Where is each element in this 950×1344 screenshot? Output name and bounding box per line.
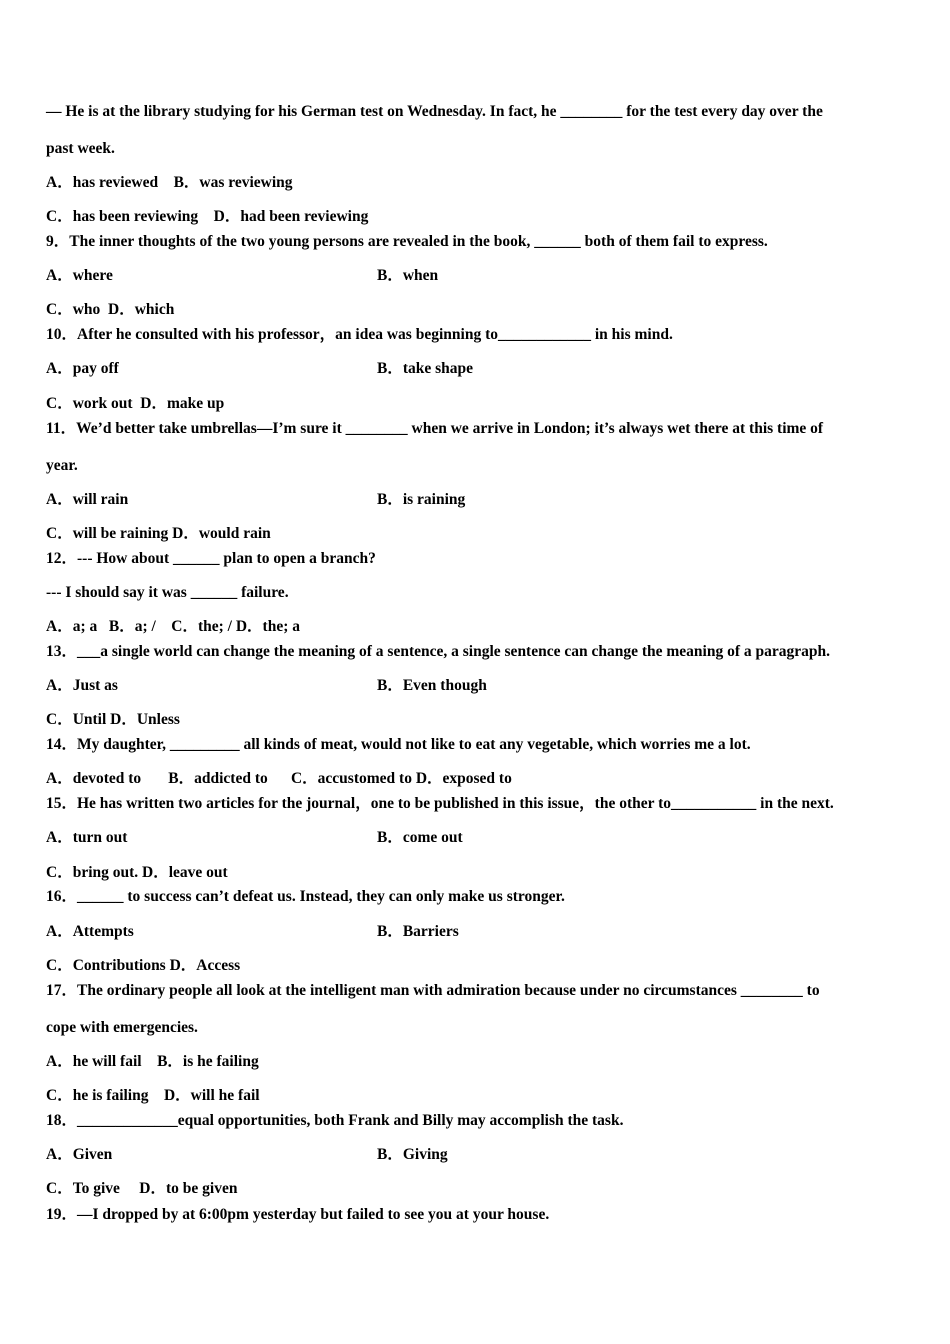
q9-option-a: A．where: [46, 267, 113, 284]
q9-options-cd: C．who D．which: [46, 301, 175, 318]
q15-option-b: B．come out: [377, 829, 463, 846]
q8-options-row1: A．has reviewed B．was reviewing: [46, 174, 293, 191]
q13-option-a: A．Just as: [46, 677, 118, 694]
q11-options-cd: C．will be raining D．would rain: [46, 525, 271, 542]
q8-options-row2: C．has been reviewing D．had been reviewing: [46, 208, 369, 225]
q18-stem: 18．_____________equal opportunities, both Frank and Billy may accomplish the task.: [46, 1112, 624, 1129]
q15-option-a: A．turn out: [46, 829, 128, 846]
q8-stem-line1: — He is at the library studying for his German test on Wednesday. In fact, he ________ for the test every day over the: [46, 103, 823, 120]
q9-stem: 9．The inner thoughts of the two young persons are revealed in the book, ______ both of them fail to express.: [46, 233, 768, 250]
q13-options-cd: C．Until D．Unless: [46, 711, 180, 728]
q13-option-b: B．Even though: [377, 677, 487, 694]
q11-stem-line1: 11．We’d better take umbrellas—I’m sure it ________ when we arrive in London; it’s always wet there at this time of: [46, 420, 824, 437]
q16-stem: 16．______ to success can’t defeat us. Instead, they can only make us stronger.: [46, 888, 565, 905]
q9-option-b: B．when: [377, 267, 439, 284]
q17-stem-line2: cope with emergencies.: [46, 1019, 198, 1036]
q11-stem-line2: year.: [46, 457, 78, 474]
q13-stem: 13．___a single world can change the meaning of a sentence, a single sentence can change the meaning of a paragraph.: [46, 643, 831, 660]
q17-stem-line1: 17．The ordinary people all look at the intelligent man with admiration because under no circumstances ________ to: [46, 982, 820, 999]
q10-option-a: A．pay off: [46, 360, 119, 377]
q16-options-cd: C．Contributions D．Access: [46, 957, 241, 974]
q16-option-a: A．Attempts: [46, 923, 134, 940]
q12-options: A．a; a B．a; / C．the; / D．the; a: [46, 618, 301, 635]
q16-option-b: B．Barriers: [377, 923, 459, 940]
q17-options-row1: A．he will fail B．is he failing: [46, 1053, 259, 1070]
q19-stem: 19．—I dropped by at 6:00pm yesterday but failed to see you at your house.: [46, 1206, 550, 1223]
q15-options-cd: C．bring out. D．leave out: [46, 864, 228, 881]
q11-option-a: A．will rain: [46, 491, 129, 508]
q10-option-b: B．take shape: [377, 360, 474, 377]
q18-option-a: A．Given: [46, 1146, 113, 1163]
q14-stem: 14．My daughter, _________ all kinds of meat, would not like to eat any vegetable, which worries me a lot.: [46, 736, 751, 753]
q10-options-cd: C．work out D．make up: [46, 395, 225, 412]
q12-stem-line1: 12．--- How about ______ plan to open a branch?: [46, 550, 376, 567]
q8-stem-line2: past week.: [46, 140, 115, 157]
q18-options-cd: C．To give D．to be given: [46, 1180, 238, 1197]
q17-options-row2: C．he is failing D．will he fail: [46, 1087, 260, 1104]
q14-options: A．devoted to B．addicted to C．accustomed to D．exposed to: [46, 770, 512, 787]
q15-stem: 15．He has written two articles for the journal，one to be published in this issue，the other to___________ in the next.: [46, 795, 834, 812]
q10-stem: 10．After he consulted with his professor，an idea was beginning to____________ in his mind.: [46, 326, 673, 343]
q11-option-b: B．is raining: [377, 491, 466, 508]
q18-option-b: B．Giving: [377, 1146, 448, 1163]
q12-stem-line2: --- I should say it was ______ failure.: [46, 584, 289, 601]
